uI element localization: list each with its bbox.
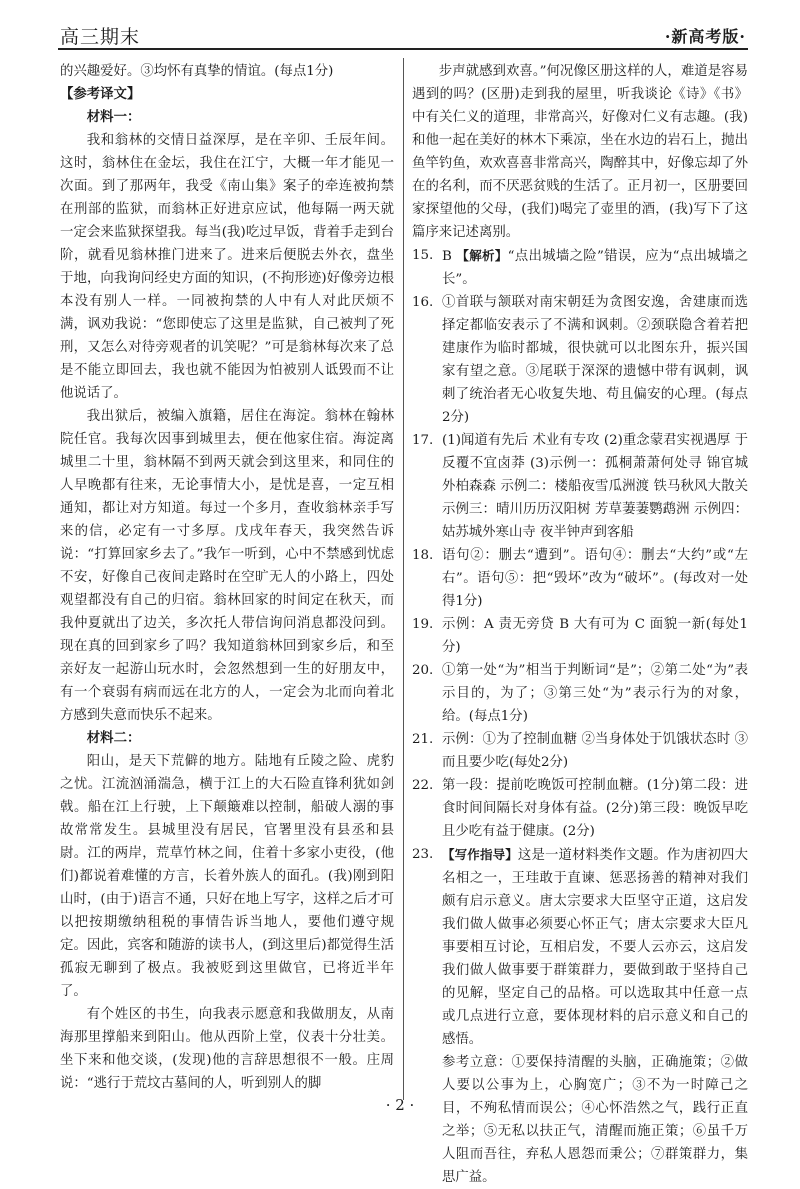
left-column [60,60,394,1095]
answer-text: (1)闻道有先后 术业有专攻 (2)重念蒙君实视遇厚 于反覆不宜卤莽 (3)示例一：孤桐萧萧何处寻 锦官城外柏森森 示例二：楼船夜雪瓜洲渡 铁马秋风大散关 示例三：晴川历历汉阳树 芳草萋萋鹦鹉洲 示例四：姑苏城外寒山寺 夜半钟声到客船 [442,433,748,540]
answer-15 [412,244,748,291]
material-two-title: 材料二： [86,730,141,746]
answer-text: 第一段：提前吃晚饭可控制血糖。(1分)第二段：进食时间间隔长对身体有益。(2分)第三段：晚饭早吃且少吃有益于健康。(2分) [442,778,748,839]
answer-text: 示例：①为了控制血糖 ②当身体处于饥饿状态时 ③而且要少吃(每处2分) [442,732,748,770]
reference-ideas: 参考立意：①要保持清醒的头脑，正确施策；②做人要以公事为上，心胸宽广；③不为一时障己之目，不殉私情而误公；④心怀浩然之气，践行正直之举；⑤无私以扶正气，清醒而施正策；⑥虽千万人阻而吾往，弃私人恩怨而秉公；⑦群策群力，集思广益。 [442,1055,748,1185]
question-number: 15. [412,248,434,263]
material-two-paragraph-2: 有个姓区的书生，向我表示愿意和我做朋友，从南海那里撑船来到阳山。他从西阶上堂，仪表十分壮美。坐下来和他交谈，(发现)他的言辞思想很不一般。庄周说：“逃行于荒坟古墓间的人，听到别人的脚 [60,1007,394,1091]
question-number: 16. [412,295,434,310]
answer-22 [412,774,748,843]
material-one-paragraph-2: 我出狱后，被编入旗籍，居住在海淀。翁林在翰林院任官。我每次因事到城里去，便在他家住宿。海淀离城里二十里，翁林隔不到两天就会到这里来，和同住的人早晚都有往来，无论事情大小，是忧是喜，一定互相通知，都让对方知道。每过一个多月，查收翁林亲手写来的信，必定有一寸多厚。戊戌年春天，我突然告诉说：“打算回家乡去了。”我乍一听到，心中不禁感到忧虑不安，好像自己夜间走路时在空旷无人的小路上，四处观望都没有自己的归宿。翁林回家的时间定在秋天，而我仲夏就出了边关，多次托人带信询问消息都没问到。现在真的回到家乡了吗？我知道翁林回到家乡后，和至亲好友一起游山玩水时，会忽然想到一生的好朋友中，有一个衰弱有病而远在北方的人，一定会为北而向着北方感到失意而快乐不起来。 [60,409,394,723]
question-number: 20. [412,663,434,678]
material-one-title: 材料一： [86,109,141,125]
answer-choice: B [442,249,452,264]
question-number: 17. [412,433,434,448]
question-number: 21. [412,732,434,747]
answer-text: 这是一道材料类作文题。作为唐初四大名相之一，王珪敢于直谏、惩恶扬善的精神对我们颇有启示意义。唐太宗要求大臣坚守正道，这启发我们做人做事必须要心怀正气；唐太宗要求大臣凡事要相互讨论，互相启发，不要人云亦云，这启发我们做人做事要于群策群力，要做到敢于坚持自己的见解，坚定自己的品格。可以选取其中任意一点或几点进行立意，要体现材料的启示意义和自己的感悟。 [442,848,748,1047]
header-right-title: ·新高考版· [664,27,746,46]
answer-20 [412,659,748,728]
question-number: 19. [412,617,434,632]
answer-21 [412,728,748,774]
intro-line: 的兴趣爱好。③均怀有真挚的情谊。(每点1分) [60,64,334,79]
answer-16 [412,291,748,429]
answer-23 [412,843,748,1051]
answer-19 [412,613,748,659]
page-number: · 2 · [385,1096,415,1114]
material-two-paragraph-1: 阳山，是天下荒僻的地方。陆地有丘陵之险、虎豹之忧。江流汹涌湍急，横于江上的大石险直锋利犹如剑戟。船在江上行驶，上下颠簸难以控制，船破人溺的事故常常发生。县城里没有居民，官署里没有县丞和县尉。江的两岸，荒草竹林之间，住着十多家小吏役，(他们)都说着难懂的方言，长着外族人的面孔。(我)刚到阳山时，(由于)语言不通，只好在地上写字，这样之后才可以把按期缴纳租税的事情告诉当地人，要他们遵守规定。因此，宾客和随游的读书人，(到这里后)都觉得生活孤寂无聊到了极点。我被贬到这里做官，已将近半年了。 [60,754,394,999]
answer-text: ①第一处“为”相当于判断词“是”；②第二处“为”表示目的，为了；③第三处“为”表示行为的对象，给。(每点1分) [442,663,748,724]
reference-translation-title: 【参考译文】 [60,86,141,102]
question-number: 18. [412,548,434,563]
column-divider [403,58,404,1100]
answer-text: 示例：A 责无旁贷 B 大有可为 C 面貌一新(每处1分) [442,617,748,655]
header-left-title: 高三期末 [60,26,141,48]
answer-text: “点出城墙之险”错误，应为“点出城墙之长”。 [442,249,748,287]
answer-text: 语句②：删去“遭到”。语句④：删去“大约”或“左右”。语句⑤：把“毁坏”改为“破坏”。(每改对一处得1分) [442,548,748,609]
writing-guide-tag: 【写作指导】 [442,847,518,862]
question-number: 22. [412,778,434,793]
page-header [58,18,748,50]
answer-text: ①首联与颔联对南宋朝廷为贪图安逸，舍建康而选择定都临安表示了不满和讽刺。②颈联隐含着若把建康作为临时都城，很快就可以北图东升，振兴国家有望之意。③尾联于深深的遗憾中带有讽刺，讽刺了统治者无心收复失地、苟且偏安的心理。(每点2分) [442,295,748,425]
analysis-tag: 【解析】 [456,248,508,263]
question-number: 23. [412,847,434,862]
answer-18 [412,544,748,613]
answer-17 [412,429,748,544]
right-column [412,60,748,1189]
material-one-paragraph-1: 我和翁林的交情日益深厚，是在辛卯、壬辰年间。这时，翁林住在金坛，我住在江宁，大概一年才能见一次面。到了那两年，我受《南山集》案子的牵连被拘禁在刑部的监狱，而翁林正好进京应试，他每隔一两天就一定会来监狱探望我。每当(我)吃过早饭，背着手走到台阶，就看见翁林推门进来了。进来后便脱去外衣，盘坐于地，向我询问经史方面的知识，(不拘形迹)好像旁边根本没有别人一样。一同被拘禁的人中有人对此厌烦不满，讽劝我说：“您即使忘了这里是监狱，自己被判了死刑，又怎么对待旁观者的讥笑呢？”可是翁林每次来了总是不能立即回去，我也就不能因为怕被别人诋毁而不让他说话了。 [60,133,394,401]
translation-continuation: 步声就感到欢喜。”何况像区册这样的人，难道是容易遇到的吗？(区册)走到我的屋里，听我谈论《诗》《书》中有关仁义的道理，非常高兴，好像对仁义有志趣。(我)和他一起在美好的林木下乘凉，坐在水边的岩石上，抛出鱼竿钓鱼，欢欢喜喜非常高兴，陶醉其中，好像忘却了外在的名利，而不厌恶贫贱的生活了。正月初一，区册要回家探望他的父母，(我们)喝完了壶里的酒，(我)写下了这篇序来记述离别。 [412,64,748,240]
